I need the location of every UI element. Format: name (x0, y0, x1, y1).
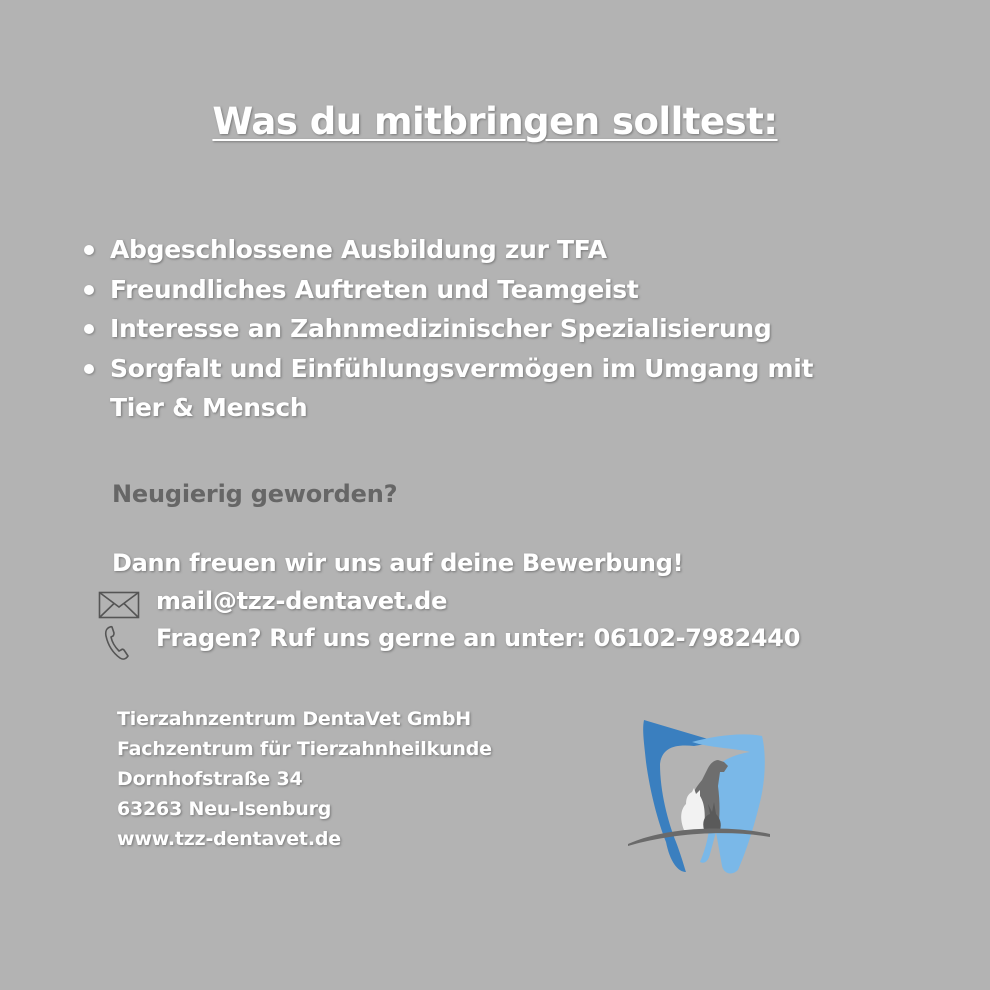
list-item (82, 230, 813, 270)
address-city: 63263 Neu-Isenburg (117, 798, 332, 820)
list-item (82, 309, 813, 349)
list-item-text: Tier & Mensch (110, 393, 308, 422)
curious-heading: Neugierig geworden? (112, 480, 398, 508)
phone-icon (104, 625, 130, 661)
tooth-logo-icon (624, 712, 774, 878)
website-link[interactable]: www.tzz-dentavet.de (117, 828, 341, 850)
address-street: Dornhofstraße 34 (117, 768, 303, 790)
bullet-icon (84, 364, 94, 374)
envelope-icon (98, 591, 140, 619)
requirements-list (82, 230, 813, 428)
page-title: Was du mitbringen solltest: (212, 100, 778, 143)
bullet-icon (84, 245, 94, 255)
email-link[interactable]: mail@tzz-dentavet.de (156, 587, 448, 615)
list-item-text: Abgeschlossene Ausbildung zur TFA (110, 235, 607, 264)
bullet-icon (84, 285, 94, 295)
list-item (82, 270, 813, 310)
list-item-continuation (82, 388, 813, 428)
apply-text: Dann freuen wir uns auf deine Bewerbung! (112, 549, 684, 577)
phone-info[interactable]: Fragen? Ruf uns gerne an unter: 06102-7982440 (156, 624, 801, 652)
bullet-icon (84, 324, 94, 334)
list-item (82, 349, 813, 389)
list-item-text: Sorgfalt und Einfühlungsvermögen im Umgang mit (110, 353, 814, 383)
list-item-text: Freundliches Auftreten und Teamgeist (110, 274, 639, 304)
company-name: Tierzahnzentrum DentaVet GmbH (117, 708, 471, 730)
company-subtitle: Fachzentrum für Tierzahnheilkunde (117, 738, 492, 760)
list-item-text: Interesse an Zahnmedizinischer Spezialisierung (110, 314, 772, 343)
